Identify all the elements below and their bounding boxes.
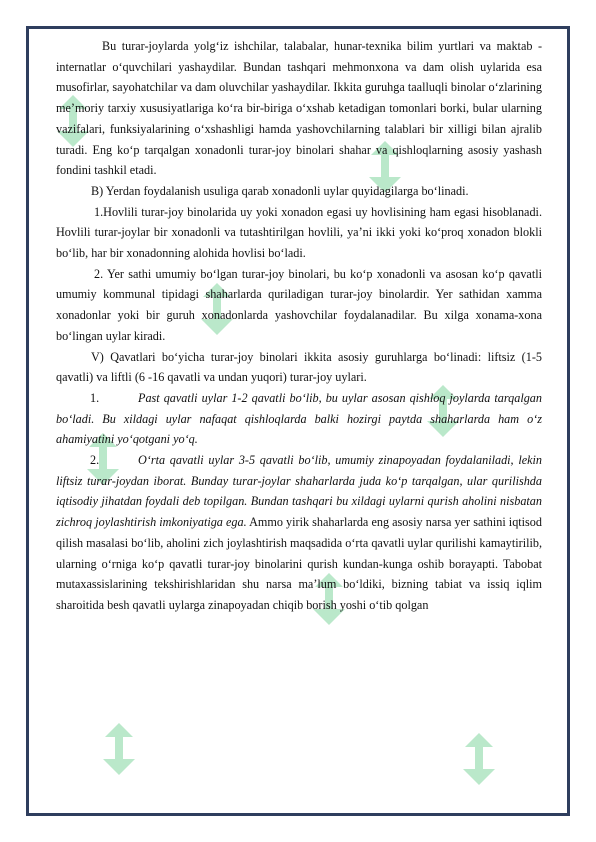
list-item-text: Past qavatli uylar 1-2 qavatli bo‘lib, bu uylar asosan qishloq joylarda tarqalgan bo‘ladi. Bu xildagi uylar nafaqat qishloqlarda balki hozirgi paytda shaharlarda ham o‘z ahamiyatini yo‘qotgani yo‘q.	[56, 390, 542, 447]
document-text	[56, 36, 542, 616]
list-number: 1.	[90, 390, 100, 405]
page-body	[26, 26, 570, 816]
paragraph-hovlili: 1.Hovlili turar-joy binolarida uy yoki xonadon egasi uy hovlisining ham egasi hisoblanadi. Hovlili turar-joylar bir xonadonli va tutashtirilgan hovlili, ya’ni ikki yoki ko‘proq xonadon blokli bo‘lib, har bir xonadonning alohida hovlisi bo‘ladi.	[56, 204, 542, 261]
paragraph-section-v: V) Qavatlari bo‘yicha turar-joy binolari ikkita asosiy guruhlarga bo‘linadi: liftsiz (1-5 qavatli) va liftli (6 -16 qavatli va undan yuqori) turar-joy uylari.	[56, 349, 542, 385]
list-item-normal-text: Ammo yirik shaharlarda eng asosiy narsa yer sathini iqtisod qilish masalasi bo‘lib, aholini zich joylashtirish maqsadida o‘rta qavatli uylar qurilishi kamaytirilib, ularning o‘rniga ko‘p qavatli turar-joy binolarini qurish kundan-kunga oshib borayapti. Tabobat mutaxassislarining tekshirishlaridan shu narsa ma’lum bo‘ldiki, bizning tabiat va issiq iqlim sharoitida besh qavatli uylarga zinapoyadan chiqib borish yoshi o‘tib qolgan	[56, 515, 542, 612]
list-item-past-qavatli	[56, 388, 542, 450]
list-number: 2.	[90, 453, 100, 468]
paragraph-intro: Bu turar-joylarda yolg‘iz ishchilar, talabalar, hunar-texnika bilim yurtlari va maktab - internatlar o‘quvchilari yashaydilar. Bundan tashqari mehmonxona va dam olish uylarida esa musofirlar, sayohatchilar va dam oluvchilar yashaydilar. Ikkita guruhga taalluqli binolar o‘zlarining me’moriy tarxiy xususiyatlariga ko‘ra bir-biriga o‘xshab ketadigan tomonlari borki, bular ularning vazifalari, funksiyalarining o‘xshashligi hamda yashovchilarning talablari bir xilligi bilan ajralib turadi. Eng ko‘p tarqalgan xonadonli turar-joy binolari shahar va qishloqlarning asosiy yashash fondini tashkil etadi.	[56, 39, 542, 178]
list-item-italic-text: O‘rta qavatli uylar 3-5 qavatli bo‘lib, umumiy zinapoyadan foydalaniladi, lekin liftsiz turar-joydan iborat. Bunday turar-joylar shaharlarda juda ko‘p tarqalgan, ular qurilishda iqtisodiy jihatdan foydali deb topilgan. Bundan tashqari bu xildagi uylarni qurish aholini nisbatan zichroq joylashtirish imkoniyatiga ega.	[56, 453, 542, 530]
list-item-orta-qavatli	[56, 450, 542, 616]
paragraph-yer-sathi: 2. Yer sathi umumiy bo‘lgan turar-joy binolari, bu ko‘p xonadonli va asosan ko‘p qavatli umumiy kommunal tipidagi shaharlarda quriladigan turar-joy binolardir. Yer sathidan xamma xonadonlar yoki bir guruh xonadonlarda yashovchilar foydalanadilar. Bu xilga xonama-xona bo‘lingan uylar kiradi.	[56, 266, 542, 343]
paragraph-section-b: B) Yerdan foydalanish usuliga qarab xonadonli uylar quyidagilarga bo‘linadi.	[91, 183, 469, 198]
